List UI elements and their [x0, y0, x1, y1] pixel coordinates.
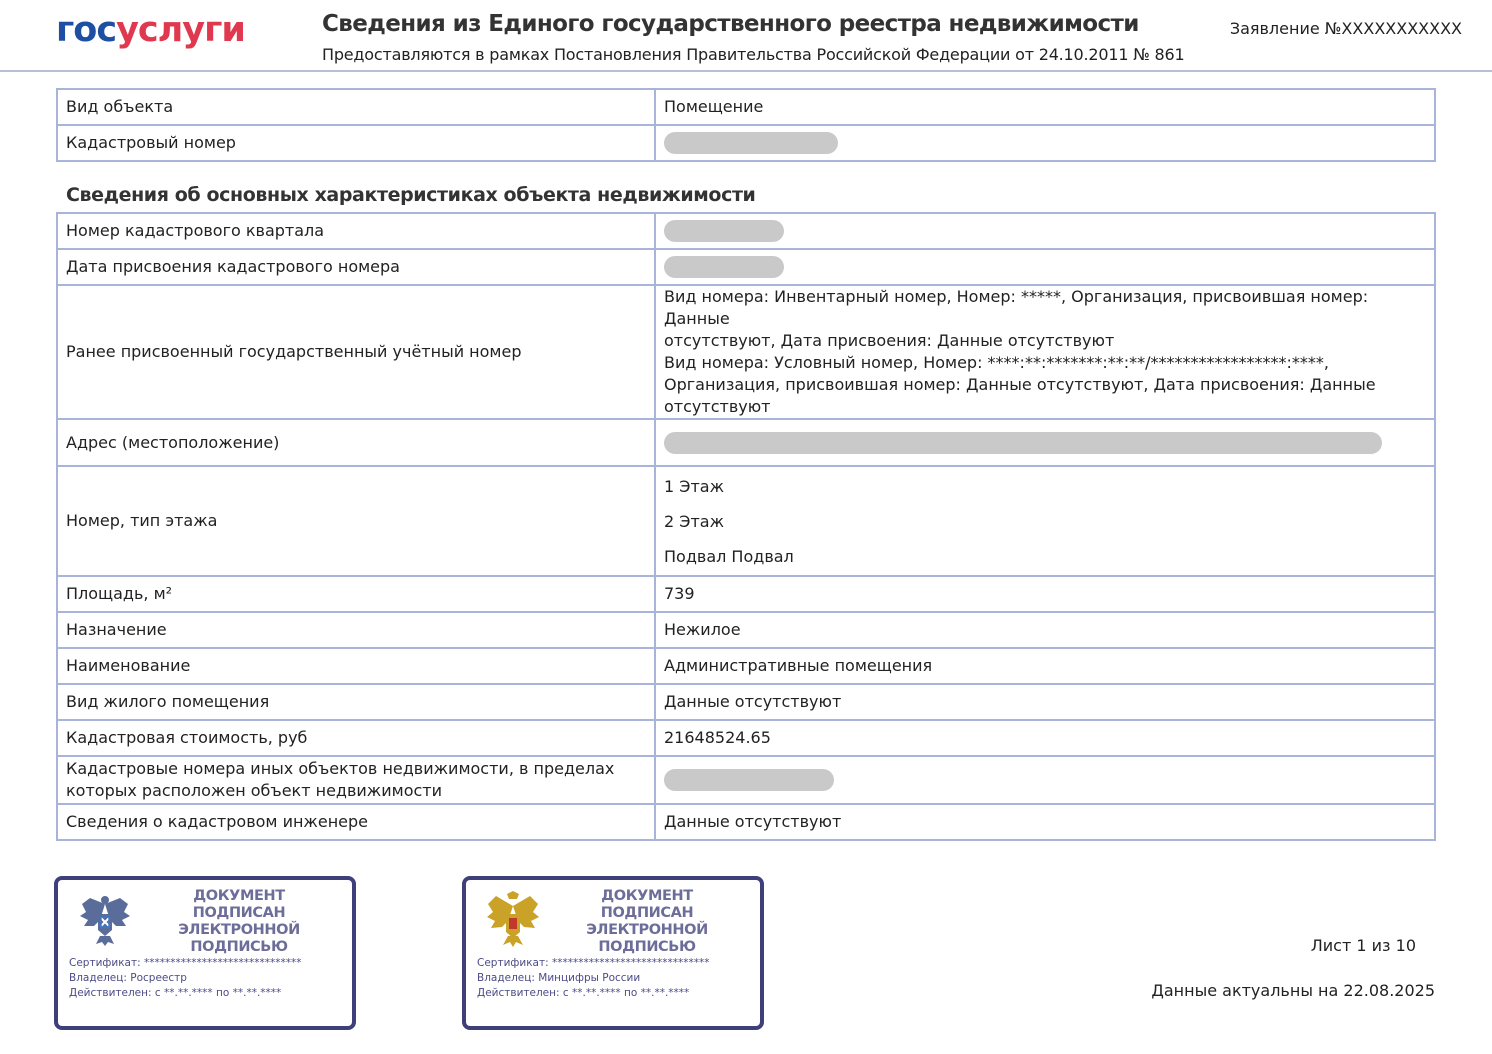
row-label: Наименование: [57, 648, 655, 684]
value-line: Организация, присвоившая номер: Данные отсутствуют, Дата присвоения: Данные: [664, 375, 1376, 394]
table-row: [57, 648, 1435, 684]
floors-value: [655, 466, 1435, 576]
stamp-certificate: Сертификат: ******************************: [69, 957, 302, 969]
redacted-value: [664, 432, 1382, 454]
row-label: Ранее присвоенный государственный учётный номер: [57, 285, 655, 419]
redacted-value: [664, 132, 838, 154]
document-subtitle: Предоставляются в рамках Постановления Правительства Российской Федерации от 24.10.2011 № 861: [322, 45, 1185, 64]
russian-coat-of-arms-icon: [484, 890, 542, 948]
value-line: отсутствуют, Дата присвоения: Данные отсутствуют: [664, 331, 1115, 350]
value-line: Вид номера: Условный номер, Номер: ****:**:*******:**:**/*****************:****,: [664, 353, 1329, 372]
table-row: [57, 612, 1435, 648]
table-row: [57, 804, 1435, 840]
table-row: [57, 285, 1435, 419]
rosreestr-emblem-icon: [76, 890, 134, 948]
stamp-certificate: Сертификат: ******************************: [477, 957, 710, 969]
cadastral-number-redacted: [655, 125, 1435, 161]
table-row: [57, 249, 1435, 285]
address-redacted: [655, 419, 1435, 466]
stamp-owner: Владелец: Росреестр: [69, 972, 187, 984]
signature-stamp-mintsifry: [462, 876, 764, 1030]
previous-number-value: [655, 285, 1435, 419]
section-title: Сведения об основных характеристиках объекта недвижимости: [66, 184, 756, 206]
value-line: Вид номера: Инвентарный номер, Номер: *****, Организация, присвоившая номер: Данные: [664, 287, 1369, 328]
page-number: Лист 1 из 10: [1310, 936, 1416, 955]
row-value: Данные отсутствуют: [655, 804, 1435, 840]
row-label: Номер, тип этажа: [57, 466, 655, 576]
signature-stamp-rosreestr: [54, 876, 356, 1030]
row-label: Кадастровая стоимость, руб: [57, 720, 655, 756]
row-value: 21648524.65: [655, 720, 1435, 756]
row-label: Вид жилого помещения: [57, 684, 655, 720]
row-label: Назначение: [57, 612, 655, 648]
floor-item: Подвал Подвал: [664, 546, 794, 566]
stamp-title: ДОКУМЕНТ ПОДПИСАН ЭЛЕКТРОННОЙ ПОДПИСЬЮ: [586, 888, 708, 955]
stamp-details: [69, 956, 301, 1001]
table-row: [57, 89, 1435, 125]
table-row: [57, 756, 1435, 804]
row-label: [57, 756, 655, 804]
header-divider: [0, 70, 1492, 72]
parent-objects-redacted: [655, 756, 1435, 804]
characteristics-table: [56, 212, 1436, 841]
row-label: Площадь, м²: [57, 576, 655, 612]
table-row: [57, 684, 1435, 720]
redacted-value: [664, 256, 784, 278]
gosuslugi-logo: госуслуги: [56, 10, 245, 50]
table-row: [57, 466, 1435, 576]
floor-item: 2 Этаж: [664, 511, 724, 531]
row-value: 739: [655, 576, 1435, 612]
row-label: Номер кадастрового квартала: [57, 213, 655, 249]
stamp-details: [477, 956, 709, 1001]
label-line: которых расположен объект недвижимости: [66, 781, 442, 800]
row-value: Нежилое: [655, 612, 1435, 648]
row-value: Помещение: [655, 89, 1435, 125]
redacted-value: [664, 769, 834, 791]
row-label: Сведения о кадастровом инженере: [57, 804, 655, 840]
row-label: Дата присвоения кадастрового номера: [57, 249, 655, 285]
floor-item: 1 Этаж: [664, 476, 724, 496]
stamp-valid: Действителен: с **.**.**** по **.**.****: [477, 987, 690, 999]
row-label: Адрес (местоположение): [57, 419, 655, 466]
label-line: Кадастровые номера иных объектов недвижимости, в пределах: [66, 759, 615, 778]
row-label: Вид объекта: [57, 89, 655, 125]
assignment-date-redacted: [655, 249, 1435, 285]
document-title: Сведения из Единого государственного реестра недвижимости: [322, 11, 1139, 37]
stamp-valid: Действителен: с **.**.**** по **.**.****: [69, 987, 282, 999]
row-value: Административные помещения: [655, 648, 1435, 684]
row-label: Кадастровый номер: [57, 125, 655, 161]
redacted-value: [664, 220, 784, 242]
table-row: [57, 213, 1435, 249]
row-value: Данные отсутствуют: [655, 684, 1435, 720]
object-table: [56, 88, 1436, 162]
application-number: Заявление №XXXXXXXXXXX: [1229, 19, 1462, 38]
cadastral-quarter-redacted: [655, 213, 1435, 249]
table-row: [57, 720, 1435, 756]
actual-date: Данные актуальны на 22.08.2025: [1151, 981, 1435, 1000]
table-row: [57, 419, 1435, 466]
value-line: отсутствуют: [664, 397, 771, 416]
stamp-owner: Владелец: Минцифры России: [477, 972, 641, 984]
table-row: [57, 576, 1435, 612]
table-row: [57, 125, 1435, 161]
stamp-title: ДОКУМЕНТ ПОДПИСАН ЭЛЕКТРОННОЙ ПОДПИСЬЮ: [178, 888, 300, 955]
